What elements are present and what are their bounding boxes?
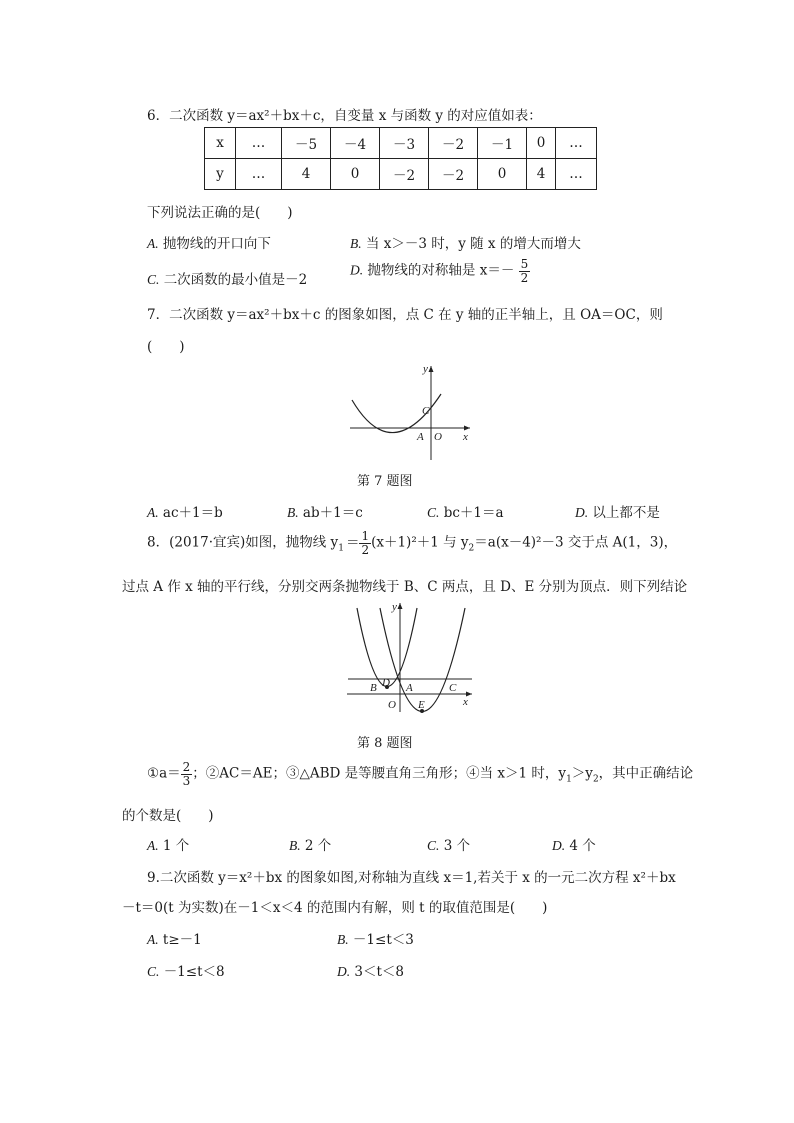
table-cell: －5 bbox=[282, 128, 331, 159]
option-letter: A. bbox=[147, 505, 159, 520]
fraction bbox=[359, 530, 371, 556]
option-letter: D. bbox=[575, 505, 589, 520]
option-letter: A. bbox=[147, 932, 159, 947]
q8-option-b[interactable] bbox=[289, 834, 331, 854]
label-x: x bbox=[463, 696, 468, 708]
q7-option-b[interactable] bbox=[287, 501, 363, 521]
option-text: 3＜t＜8 bbox=[354, 964, 405, 980]
option-letter: D. bbox=[337, 964, 351, 979]
q9-option-b[interactable] bbox=[337, 928, 414, 948]
label-c: C bbox=[449, 682, 457, 694]
table-cell: 0 bbox=[478, 159, 527, 190]
q6-value-table bbox=[204, 127, 597, 190]
option-text: 3 个 bbox=[443, 838, 471, 854]
q8-graph bbox=[342, 600, 477, 715]
option-text: 4 个 bbox=[569, 838, 596, 854]
q7-option-d[interactable] bbox=[575, 501, 660, 521]
table-cell: －2 bbox=[429, 128, 478, 159]
subscript: 1 bbox=[338, 543, 344, 554]
label-y: y bbox=[423, 363, 428, 375]
option-text: －1≤t＜8 bbox=[163, 964, 225, 980]
q8-line2: 过点 A 作 x 轴的平行线，分别交两条抛物线于 B、C 两点，且 D、E 分别为顶点．则下列结论 bbox=[122, 579, 688, 595]
option-text: 抛物线的开口向下 bbox=[162, 236, 271, 252]
option-letter: C. bbox=[427, 838, 440, 853]
label-a: A bbox=[417, 431, 424, 443]
option-text: －1≤t＜3 bbox=[352, 932, 414, 948]
label-c: C bbox=[422, 405, 430, 417]
q6-option-c[interactable] bbox=[147, 268, 307, 288]
option-letter: B. bbox=[289, 838, 301, 853]
table-cell: 4 bbox=[527, 159, 556, 190]
q7-caption: 第 7 题图 bbox=[357, 474, 413, 489]
option-letter: D. bbox=[350, 262, 364, 278]
q9-option-c[interactable] bbox=[147, 960, 225, 980]
table-cell: x bbox=[205, 128, 236, 159]
option-letter: B. bbox=[287, 505, 299, 520]
q6-stem: 6．二次函数 y＝ax²＋bx＋c，自变量 x 与函数 y 的对应值如表： bbox=[147, 108, 542, 124]
fraction bbox=[181, 761, 193, 787]
fraction-denominator: 3 bbox=[182, 773, 191, 788]
table-cell: … bbox=[236, 128, 282, 159]
option-letter: D. bbox=[552, 838, 566, 853]
q8-line-end: 的个数是( ) bbox=[122, 808, 214, 824]
subscript: 1 bbox=[566, 774, 572, 785]
option-letter: B. bbox=[337, 932, 349, 947]
option-letter: C. bbox=[147, 964, 160, 979]
label-b: B bbox=[370, 682, 377, 694]
q8-option-d[interactable] bbox=[552, 834, 596, 854]
text-segment: ，其中正确结论 bbox=[598, 765, 694, 782]
fraction-denominator: 2 bbox=[361, 542, 370, 557]
q8-statements bbox=[147, 761, 693, 787]
option-letter: A. bbox=[147, 838, 159, 853]
q6-option-a[interactable] bbox=[147, 232, 271, 252]
table-cell: 0 bbox=[331, 159, 380, 190]
label-o: O bbox=[434, 431, 442, 443]
q7-graph bbox=[342, 362, 477, 462]
label-a: A bbox=[406, 682, 413, 694]
q7-stem: 7．二次函数 y＝ax²＋bx＋c 的图象如图，点 C 在 y 轴的正半轴上，且 OA＝OC，则 bbox=[147, 307, 663, 323]
subscript: 2 bbox=[468, 543, 475, 554]
option-text: 抛物线的对称轴是 x＝－ bbox=[367, 262, 515, 279]
table-row-y bbox=[205, 159, 597, 190]
label-d: D bbox=[382, 677, 390, 689]
option-text: 1 个 bbox=[162, 838, 190, 854]
table-cell: y bbox=[205, 159, 236, 190]
fraction-numerator: 1 bbox=[361, 529, 370, 543]
table-cell: －3 bbox=[380, 128, 429, 159]
q9-option-a[interactable] bbox=[147, 928, 202, 948]
option-letter: B. bbox=[350, 236, 362, 251]
q9-option-d[interactable] bbox=[337, 960, 404, 980]
option-text: ab＋1＝c bbox=[302, 505, 363, 521]
table-cell: －2 bbox=[429, 159, 478, 190]
table-cell: … bbox=[556, 159, 597, 190]
q9-line2: －t＝0(t 为实数)在－1＜x＜4 的范围内有解，则 t 的取值范围是( ) bbox=[122, 900, 548, 916]
option-text: 当 x＞－3 时，y 随 x 的增大而增大 bbox=[365, 236, 581, 252]
q9-line1: 9.二次函数 y＝x²＋bx 的图象如图,对称轴为直线 x＝1,若关于 x 的一元二次方程 x²＋bx bbox=[147, 870, 676, 886]
option-text: 以上都不是 bbox=[592, 505, 660, 521]
option-text: t≥－1 bbox=[162, 932, 202, 948]
label-e: E bbox=[418, 699, 425, 711]
table-cell: －2 bbox=[380, 159, 429, 190]
label-x: x bbox=[463, 431, 468, 443]
q6-option-d[interactable] bbox=[350, 258, 530, 284]
option-text: bc＋1＝a bbox=[443, 505, 504, 521]
option-letter: C. bbox=[147, 272, 160, 287]
table-cell: 4 bbox=[282, 159, 331, 190]
q6-prompt: 下列说法正确的是( ) bbox=[147, 205, 293, 221]
q8-option-c[interactable] bbox=[427, 834, 470, 854]
table-cell: －4 bbox=[331, 128, 380, 159]
table-cell: －1 bbox=[478, 128, 527, 159]
option-text: 二次函数的最小值是－2 bbox=[163, 272, 308, 288]
text-segment: ＝a(x－4)²－3 交于点 A(1，3)， bbox=[474, 534, 678, 551]
fraction bbox=[519, 258, 531, 284]
option-letter: A. bbox=[147, 236, 159, 251]
option-letter: C. bbox=[427, 505, 440, 520]
option-text: ac＋1＝b bbox=[162, 505, 223, 521]
text-segment: ①a＝ bbox=[147, 765, 181, 782]
text-segment: (x＋1)²＋1 与 y bbox=[371, 534, 469, 551]
text-segment: ＞y bbox=[571, 765, 593, 782]
option-text: 2 个 bbox=[304, 838, 332, 854]
label-y: y bbox=[392, 601, 397, 613]
label-o: O bbox=[388, 699, 396, 711]
q6-option-b[interactable] bbox=[350, 232, 581, 252]
q7-answer-paren: ( ) bbox=[147, 339, 185, 355]
subscript: 2 bbox=[592, 774, 599, 785]
fraction-numerator: 2 bbox=[182, 760, 191, 774]
q8-option-a[interactable] bbox=[147, 834, 189, 854]
q8-caption: 第 8 题图 bbox=[357, 736, 413, 751]
fraction-numerator: 5 bbox=[520, 257, 529, 271]
q8-line1: 8．(2017·宜宾)如图，抛物线 $y_1$ ＝ $\frac{1}{2}$ (x＋1)²＋1 与 $y_2=a(x-4)^2-3$ 交于点 A(1，3)， bbox=[147, 529, 678, 557]
q7-option-c[interactable] bbox=[427, 501, 504, 521]
table-cell: … bbox=[556, 128, 597, 159]
table-cell: … bbox=[236, 159, 282, 190]
text-segment: ；②AC＝AE；③△ABD 是等腰直角三角形；④当 x＞1 时，y bbox=[192, 765, 567, 782]
fraction-denominator: 2 bbox=[520, 270, 529, 285]
table-row-x bbox=[205, 128, 597, 159]
q7-option-a[interactable] bbox=[147, 501, 223, 521]
table-cell: 0 bbox=[527, 128, 556, 159]
text-segment: 8．(2017·宜宾)如图，抛物线 y bbox=[147, 534, 339, 551]
